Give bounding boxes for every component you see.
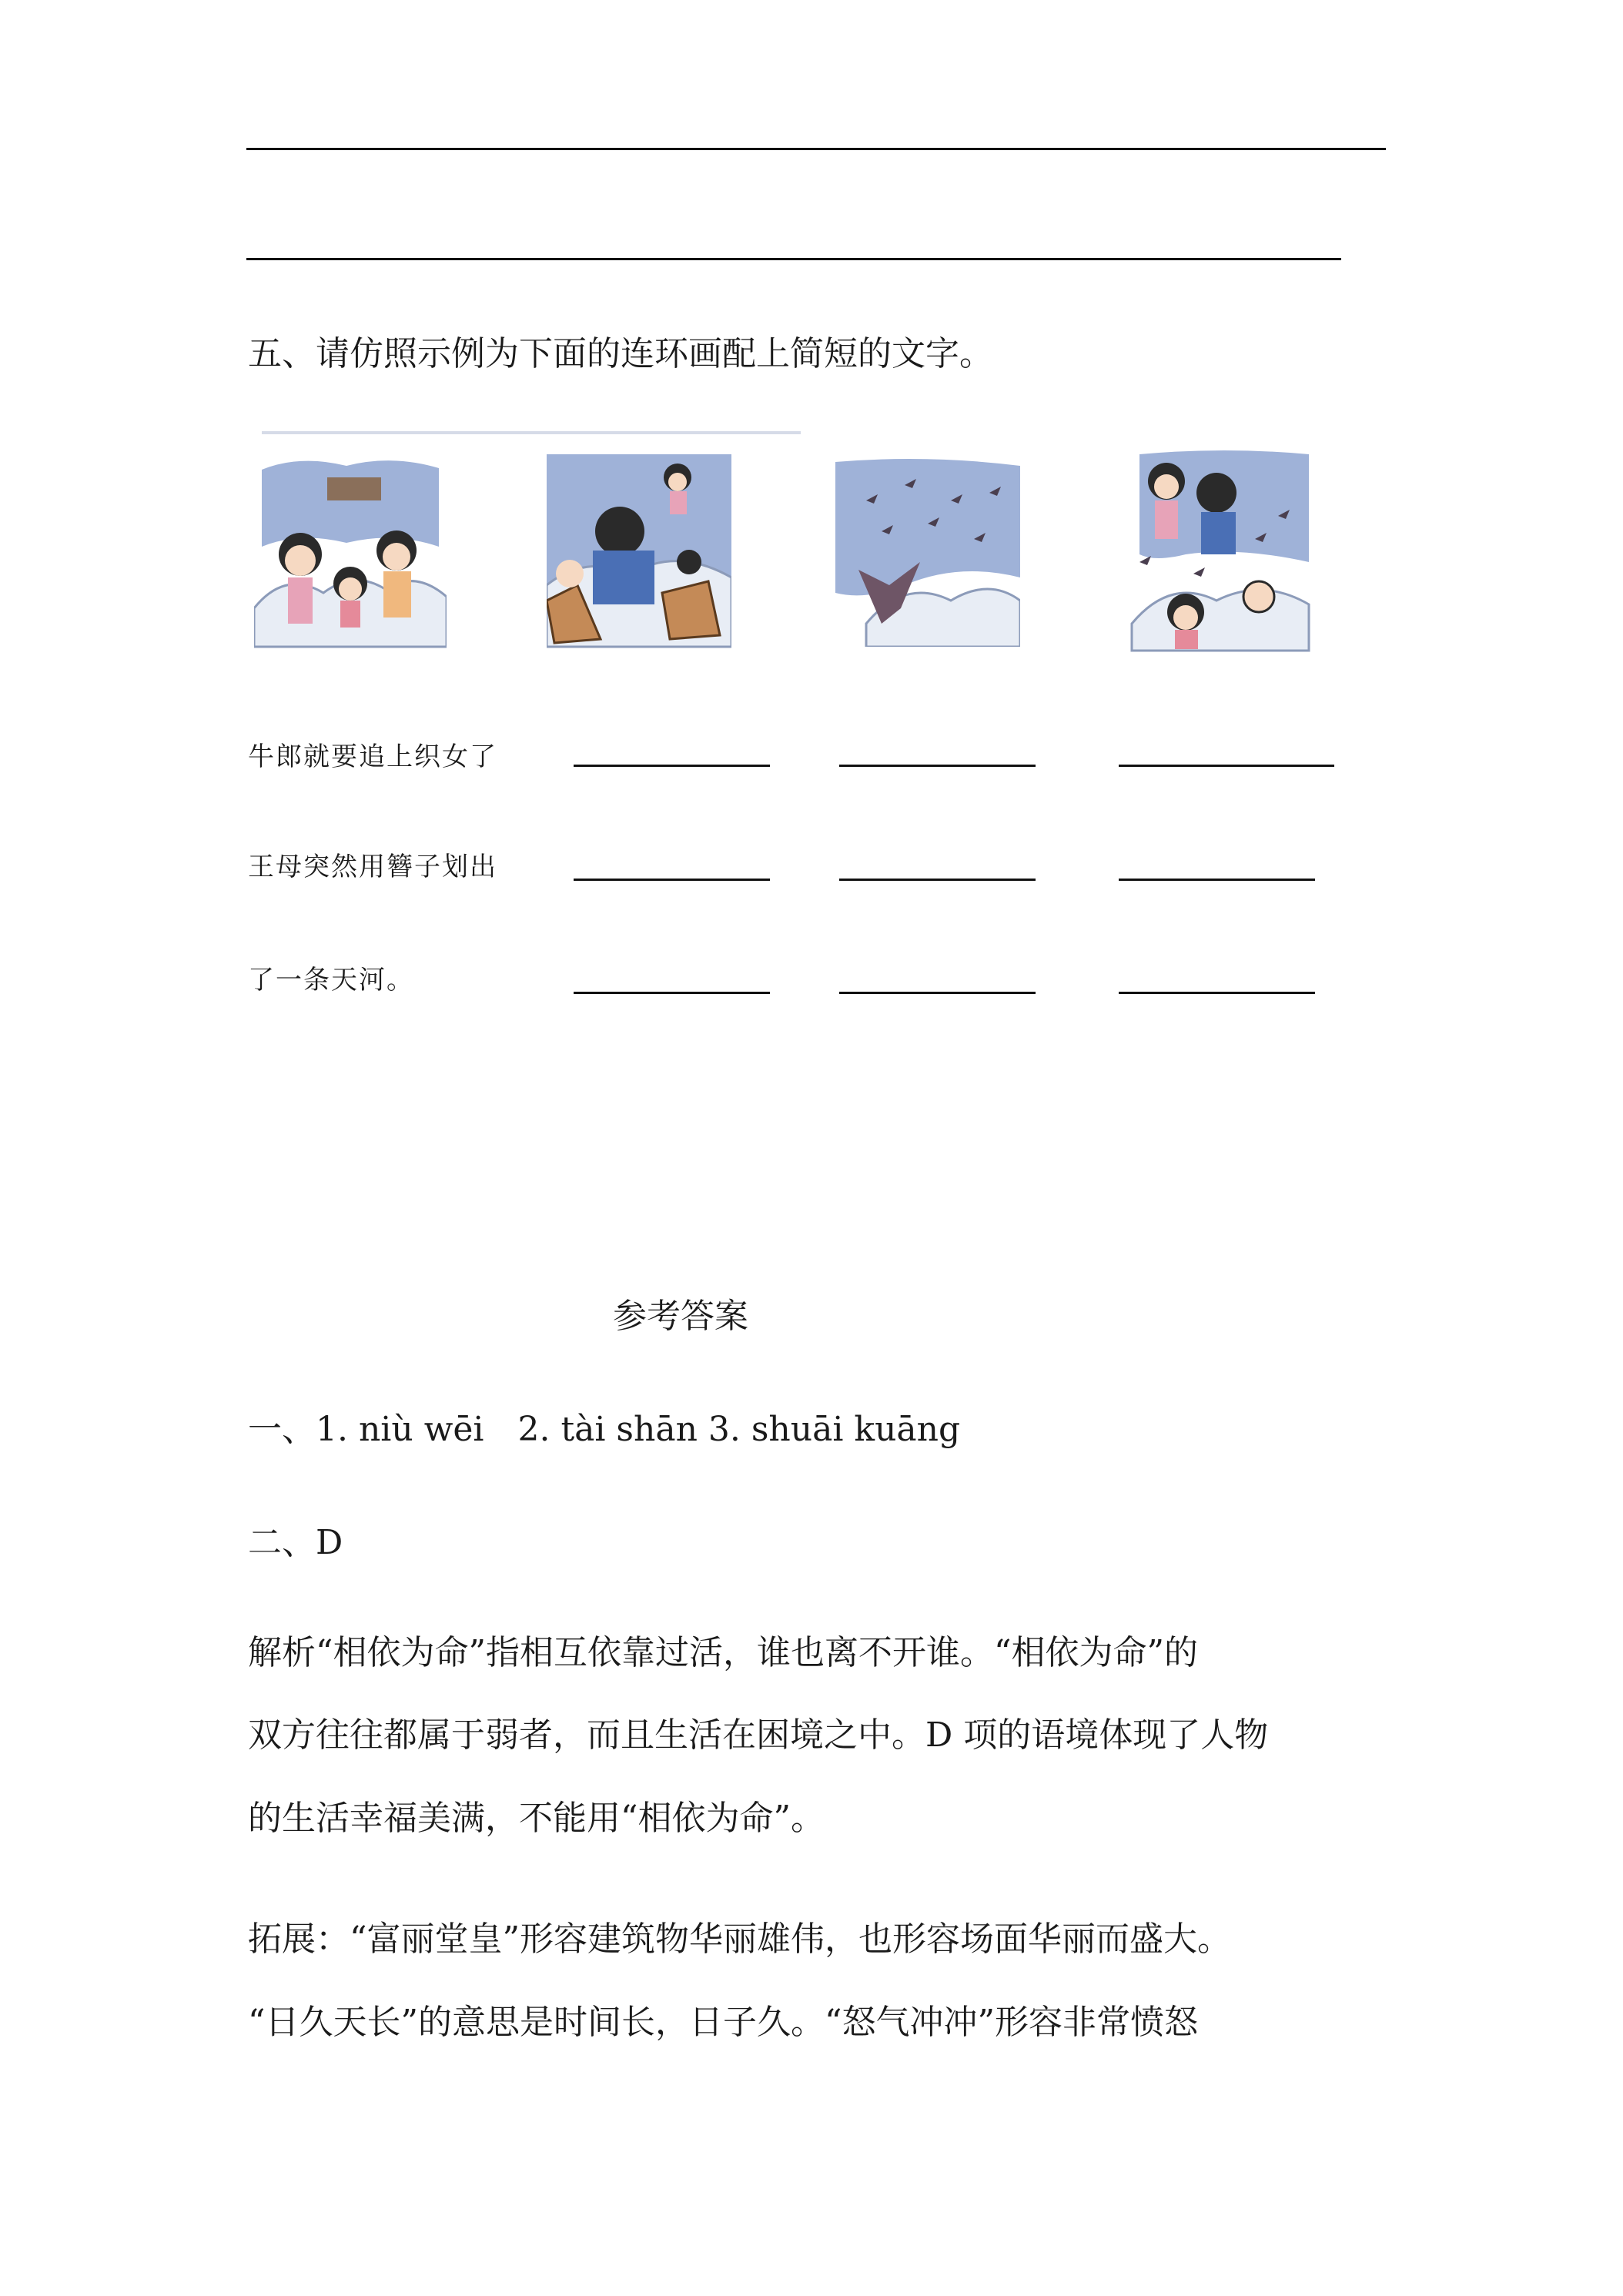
extension-line-2: “日久天长”的意思是时间长，日子久。“怒气冲冲”形容非常愤怒 — [248, 2003, 1198, 2042]
answer-q2: 二、D — [248, 1523, 343, 1562]
fill-in-blank-3-3[interactable] — [1119, 992, 1315, 994]
fill-in-blank-2-3[interactable] — [1119, 879, 1315, 881]
analysis-line-3: 的生活幸福美满，不能用“相依为命”。 — [248, 1799, 825, 1838]
answers-title: 参考答案 — [613, 1297, 748, 1336]
analysis-line-1: 解析“相依为命”指相互依靠过活，谁也离不开谁。“相依为命”的 — [248, 1633, 1198, 1672]
fill-in-blank-3-1[interactable] — [574, 992, 770, 994]
comic-strip — [246, 431, 1340, 662]
answer-line-2 — [246, 258, 1341, 260]
section-5-heading: 五、请仿照示例为下面的连环画配上简短的文字。 — [248, 334, 993, 373]
answer-line-1 — [246, 148, 1386, 150]
fill-in-blank-2-2[interactable] — [839, 879, 1036, 881]
example-caption-line-2: 王母突然用簪子划出 — [248, 852, 497, 882]
example-caption-line-3: 了一条天河。 — [248, 965, 414, 996]
fill-in-blank-1-1[interactable] — [574, 765, 770, 767]
comic-panel-reunion-icon — [1124, 447, 1317, 654]
fill-in-blank-3-2[interactable] — [839, 992, 1036, 994]
comic-panel-carrying-baskets-icon — [547, 447, 731, 654]
example-caption-line-1: 牛郎就要追上织女了 — [248, 741, 497, 772]
extension-line-1: 拓展：“富丽堂皇”形容建筑物华丽雄伟，也形容场面华丽而盛大。 — [248, 1919, 1231, 1959]
analysis-line-2: 双方往往都属于弱者，而且生活在困境之中。D 项的语境体现了人物 — [248, 1715, 1269, 1755]
comic-panel-family-icon — [254, 454, 447, 654]
comic-panel-magpies-flying-icon — [835, 454, 1020, 647]
fill-in-blank-1-3[interactable] — [1119, 765, 1334, 767]
fill-in-blank-2-1[interactable] — [574, 879, 770, 881]
fill-in-blank-1-2[interactable] — [839, 765, 1036, 767]
answer-q1: 一、1. niù wēi 2. tài shān 3. shuāi kuāng — [248, 1410, 961, 1449]
